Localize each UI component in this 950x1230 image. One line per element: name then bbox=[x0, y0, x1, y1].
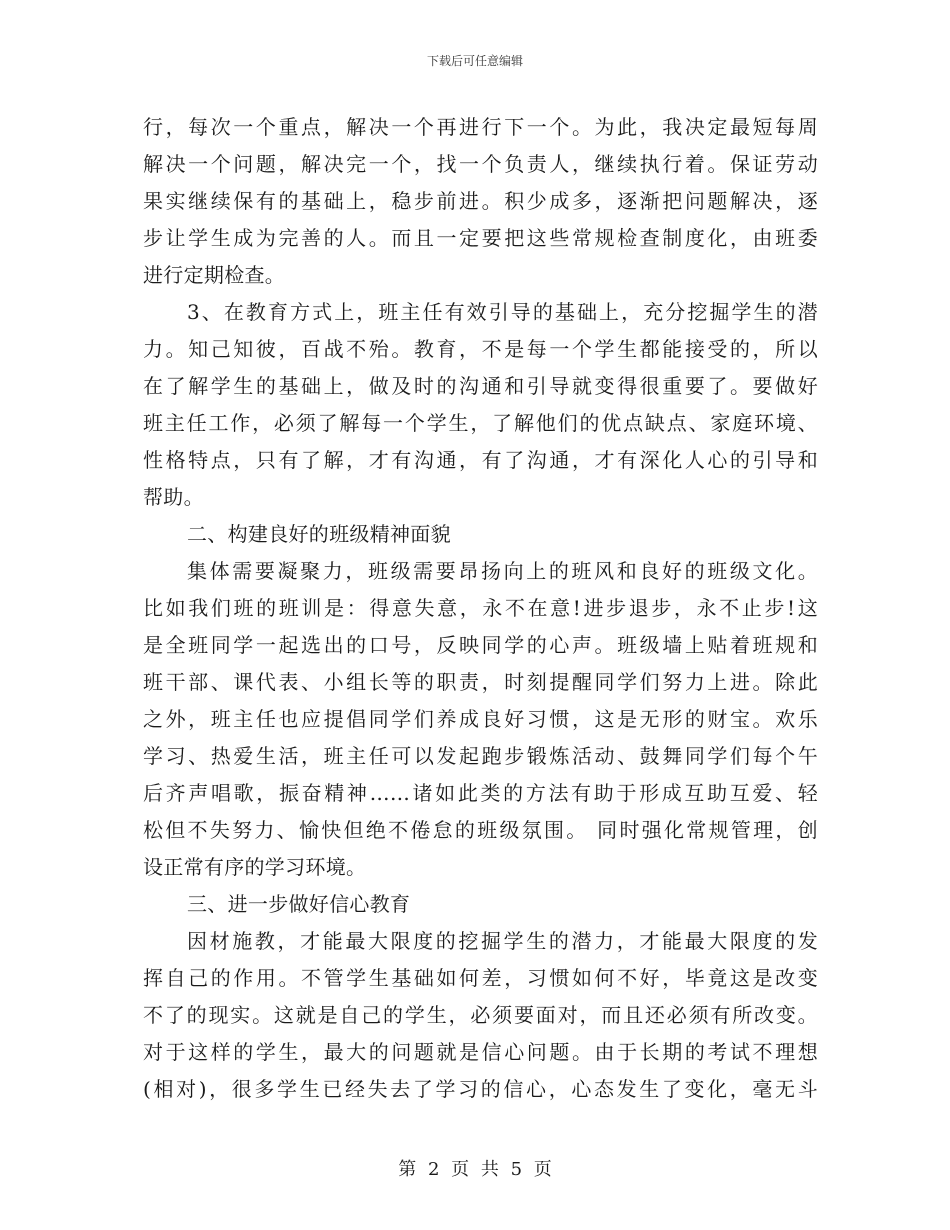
text-line: 比如我们班的班训是：得意失意，永不在意!进步退步，永不止步!这 bbox=[143, 596, 818, 620]
page-header: 下载后可任意编辑 bbox=[426, 54, 523, 68]
text-line: 挥自己的作用。不管学生基础如何差，习惯如何不好，毕竟这是改变 bbox=[143, 966, 818, 990]
section-heading-2: 二、构建良好的班级精神面貌 bbox=[187, 522, 451, 546]
text-line: 班主任工作，必须了解每一个学生，了解他们的优点缺点、家庭环境、 bbox=[143, 411, 818, 435]
page-number: 第 2 页 共 5 页 bbox=[398, 1159, 552, 1180]
text-line: (相对)，很多学生已经失去了学习的信心，心态发生了变化，毫无斗 bbox=[143, 1077, 818, 1101]
text-line: 对于这样的学生，最大的问题就是信心问题。由于长期的考试不理想 bbox=[143, 1040, 818, 1064]
text-line: 果实继续保有的基础上，稳步前进。积少成多，逐渐把问题解决，逐 bbox=[143, 189, 818, 213]
paragraph-3 bbox=[143, 553, 818, 886]
text-line: 解决一个问题，解决完一个，找一个负责人，继续执行着。保证劳动 bbox=[143, 152, 818, 176]
document-body bbox=[143, 109, 818, 1108]
text-line: 行，每次一个重点，解决一个再进行下一个。为此，我决定最短每周 bbox=[143, 115, 818, 139]
text-line: 班干部、课代表、小组长等的职责，时刻提醒同学们努力上进。除此 bbox=[143, 670, 818, 694]
text-line: 因材施教，才能最大限度的挖掘学生的潜力，才能最大限度的发 bbox=[187, 929, 818, 953]
paragraph-4 bbox=[143, 923, 818, 1108]
text-line: 设正常有序的学习环境。 bbox=[143, 855, 367, 879]
paragraph-2 bbox=[143, 294, 818, 516]
text-line: 3、在教育方式上，班主任有效引导的基础上，充分挖掘学生的潜 bbox=[187, 300, 818, 324]
text-line: 进行定期检查。 bbox=[143, 263, 286, 287]
text-line: 是全班同学一起选出的口号，反映同学的心声。班级墙上贴着班规和 bbox=[143, 633, 818, 657]
text-line: 帮助。 bbox=[143, 485, 204, 509]
section-heading-3: 三、进一步做好信心教育 bbox=[187, 892, 411, 916]
text-line: 在了解学生的基础上，做及时的沟通和引导就变得很重要了。要做好 bbox=[143, 374, 818, 398]
text-line: 学习、热爱生活，班主任可以发起跑步锻炼活动、鼓舞同学们每个午 bbox=[143, 744, 818, 768]
text-line: 后齐声唱歌，振奋精神……诸如此类的方法有助于形成互助互爱、轻 bbox=[143, 781, 818, 805]
text-line: 集体需要凝聚力，班级需要昂扬向上的班风和良好的班级文化。 bbox=[187, 559, 818, 583]
text-line: 松但不失努力、愉快但绝不倦怠的班级氛围。 同时强化常规管理，创 bbox=[143, 818, 818, 842]
text-line: 步让学生成为完善的人。而且一定要把这些常规检查制度化，由班委 bbox=[143, 226, 818, 250]
text-line: 性格特点，只有了解，才有沟通，有了沟通，才有深化人心的引导和 bbox=[143, 448, 818, 472]
text-line: 之外，班主任也应提倡同学们养成良好习惯，这是无形的财宝。欢乐 bbox=[143, 707, 818, 731]
text-line: 不了的现实。这就是自己的学生，必须要面对，而且还必须有所改变。 bbox=[143, 1003, 818, 1027]
paragraph-1 bbox=[143, 109, 818, 294]
text-line: 力。知己知彼，百战不殆。教育，不是每一个学生都能接受的，所以 bbox=[143, 337, 818, 361]
